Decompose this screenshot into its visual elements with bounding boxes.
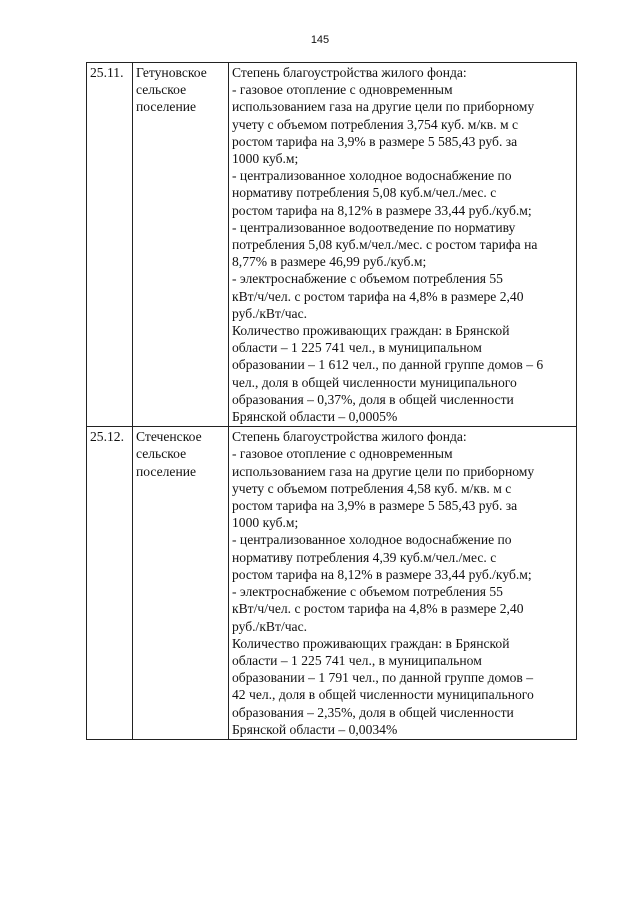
description-line: 42 чел., доля в общей численности муниципального bbox=[232, 687, 534, 703]
description-line: ростом тарифа на 3,9% в размере 5 585,43 руб. за bbox=[232, 498, 518, 514]
description-line: нормативу потребления 5,08 куб.м/чел./мес. с bbox=[232, 185, 497, 201]
description-line: кВт/ч/чел. с ростом тарифа на 4,8% в размере 2,40 bbox=[232, 601, 524, 617]
row-number: 25.12. bbox=[87, 427, 133, 740]
description-cell bbox=[229, 63, 577, 427]
settlement-name-line: Стеченское bbox=[136, 429, 202, 445]
description-line: области – 1 225 741 чел., в муниципальном bbox=[232, 340, 482, 356]
description-line: - газовое отопление с одновременным bbox=[232, 82, 453, 98]
settlement-name-line: поселение bbox=[136, 463, 197, 479]
description-line: учету с объемом потребления 3,754 куб. м/кв. м с bbox=[232, 116, 519, 132]
description-line: области – 1 225 741 чел., в муниципальном bbox=[232, 652, 482, 668]
description-line: Степень благоустройства жилого фонда: bbox=[232, 65, 467, 80]
description-line: руб./кВт/час. bbox=[232, 618, 308, 634]
description-line: образовании – 1 612 чел., по данной группе домов – 6 bbox=[232, 357, 544, 373]
description-line: - централизованное водоотведение по нормативу bbox=[232, 219, 516, 235]
description-line: образования – 2,35%, доля в общей численности bbox=[232, 704, 514, 720]
description-line: 1000 куб.м; bbox=[232, 151, 299, 167]
description-line: руб./кВт/час. bbox=[232, 305, 308, 321]
description-cell bbox=[229, 427, 577, 740]
table-row bbox=[87, 63, 577, 427]
description-line: кВт/ч/чел. с ростом тарифа на 4,8% в размере 2,40 bbox=[232, 288, 524, 304]
description-line: - электроснабжение с объемом потребления 55 bbox=[232, 584, 503, 600]
row-number: 25.11. bbox=[87, 63, 133, 427]
description-line: использованием газа на другие цели по приборному bbox=[232, 463, 535, 479]
settlement-name-line: сельское bbox=[136, 82, 187, 98]
description-line: Количество проживающих граждан: в Брянской bbox=[232, 635, 510, 651]
description-line: ростом тарифа на 8,12% в размере 33,44 руб./куб.м; bbox=[232, 202, 532, 218]
table-row bbox=[87, 427, 577, 740]
description-line: - электроснабжение с объемом потребления 55 bbox=[232, 271, 503, 287]
description-line: нормативу потребления 4,39 куб.м/чел./мес. с bbox=[232, 549, 497, 565]
settlement-name-line: поселение bbox=[136, 99, 197, 115]
description-line: - централизованное холодное водоснабжение по bbox=[232, 532, 512, 548]
description-line: - централизованное холодное водоснабжение по bbox=[232, 168, 512, 184]
description-line: - газовое отопление с одновременным bbox=[232, 446, 453, 462]
description-line: учету с объемом потребления 4,58 куб. м/кв. м с bbox=[232, 480, 512, 496]
settlement-name-line: сельское bbox=[136, 446, 187, 462]
description-line: потребления 5,08 куб.м/чел./мес. с ростом тарифа на bbox=[232, 237, 538, 253]
description-line: ростом тарифа на 8,12% в размере 33,44 руб./куб.м; bbox=[232, 566, 532, 582]
page-number: 145 bbox=[310, 34, 330, 46]
description-line: Брянской области – 0,0005% bbox=[232, 409, 398, 425]
description-line: 1000 куб.м; bbox=[232, 515, 299, 531]
description-line: образовании – 1 791 чел., по данной группе домов – bbox=[232, 670, 534, 686]
description-line: 8,77% в размере 46,99 руб./куб.м; bbox=[232, 254, 427, 270]
description-line: Количество проживающих граждан: в Брянской bbox=[232, 323, 510, 339]
description-line: Степень благоустройства жилого фонда: bbox=[232, 429, 467, 445]
description-line: Брянской области – 0,0034% bbox=[232, 721, 398, 737]
settlement-name-cell bbox=[133, 63, 229, 427]
description-line: чел., доля в общей численности муниципального bbox=[232, 374, 517, 390]
table-body bbox=[87, 63, 577, 740]
settlement-name-line: Гетуновское bbox=[136, 65, 207, 80]
description-line: ростом тарифа на 3,9% в размере 5 585,43 руб. за bbox=[232, 133, 518, 149]
description-line: использованием газа на другие цели по приборному bbox=[232, 99, 535, 115]
tariff-table bbox=[86, 62, 577, 740]
description-line: образования – 0,37%, доля в общей численности bbox=[232, 391, 514, 407]
settlement-name-cell bbox=[133, 427, 229, 740]
